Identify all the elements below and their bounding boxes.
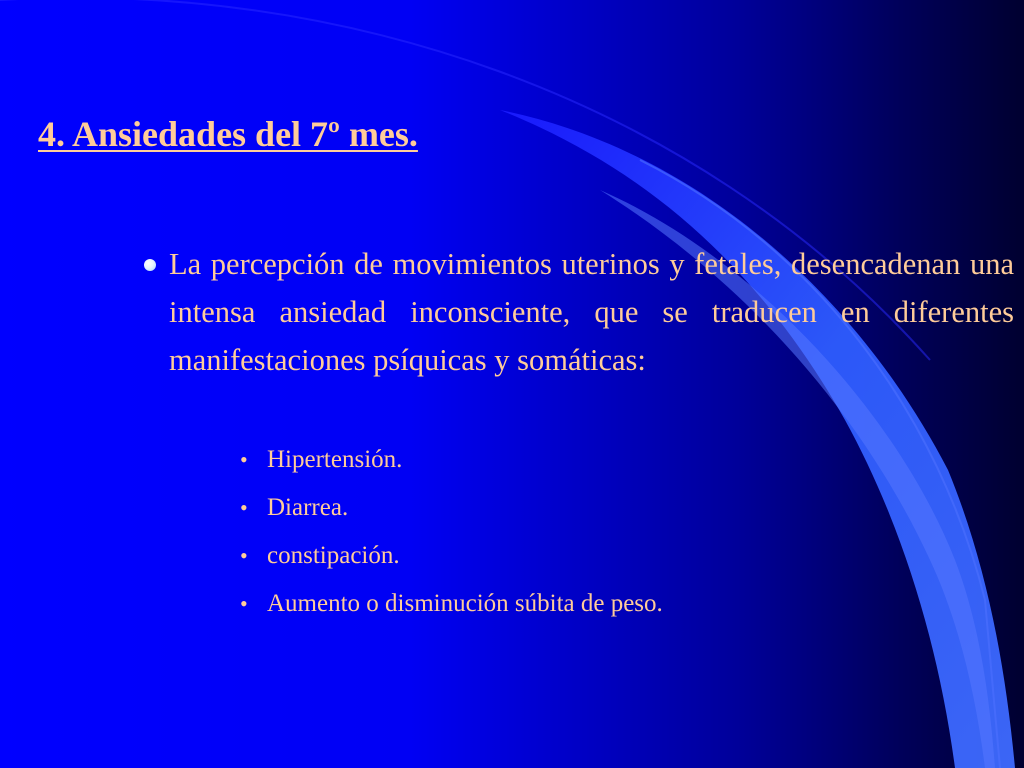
sub-bullet-list xyxy=(240,436,663,628)
sub-item-text: Hipertensión. xyxy=(267,446,403,473)
bullet-dot-icon xyxy=(144,259,156,271)
sub-item-text: Aumento o disminución súbita de peso. xyxy=(267,590,663,617)
sub-bullet-item xyxy=(240,580,663,628)
bullet-icon: • xyxy=(240,495,248,520)
sub-bullet-item xyxy=(240,436,663,484)
slide-title: 4. Ansiedades del 7º mes. xyxy=(38,114,418,154)
bullet-icon: • xyxy=(240,447,248,472)
bullet-icon: • xyxy=(240,543,248,568)
sub-item-text: Diarrea. xyxy=(267,494,349,521)
bullet-icon: • xyxy=(240,591,248,616)
main-bullet-block xyxy=(144,240,1014,384)
main-bullet-text: La percepción de movimientos uterinos y fetales, desencadenan una intensa ansiedad inconsciente, que se traducen en diferentes manifestaciones psíquicas y somáticas: xyxy=(169,247,1014,377)
sub-item-text: constipación. xyxy=(267,542,400,569)
sub-bullet-item xyxy=(240,484,663,532)
sub-bullet-item xyxy=(240,532,663,580)
